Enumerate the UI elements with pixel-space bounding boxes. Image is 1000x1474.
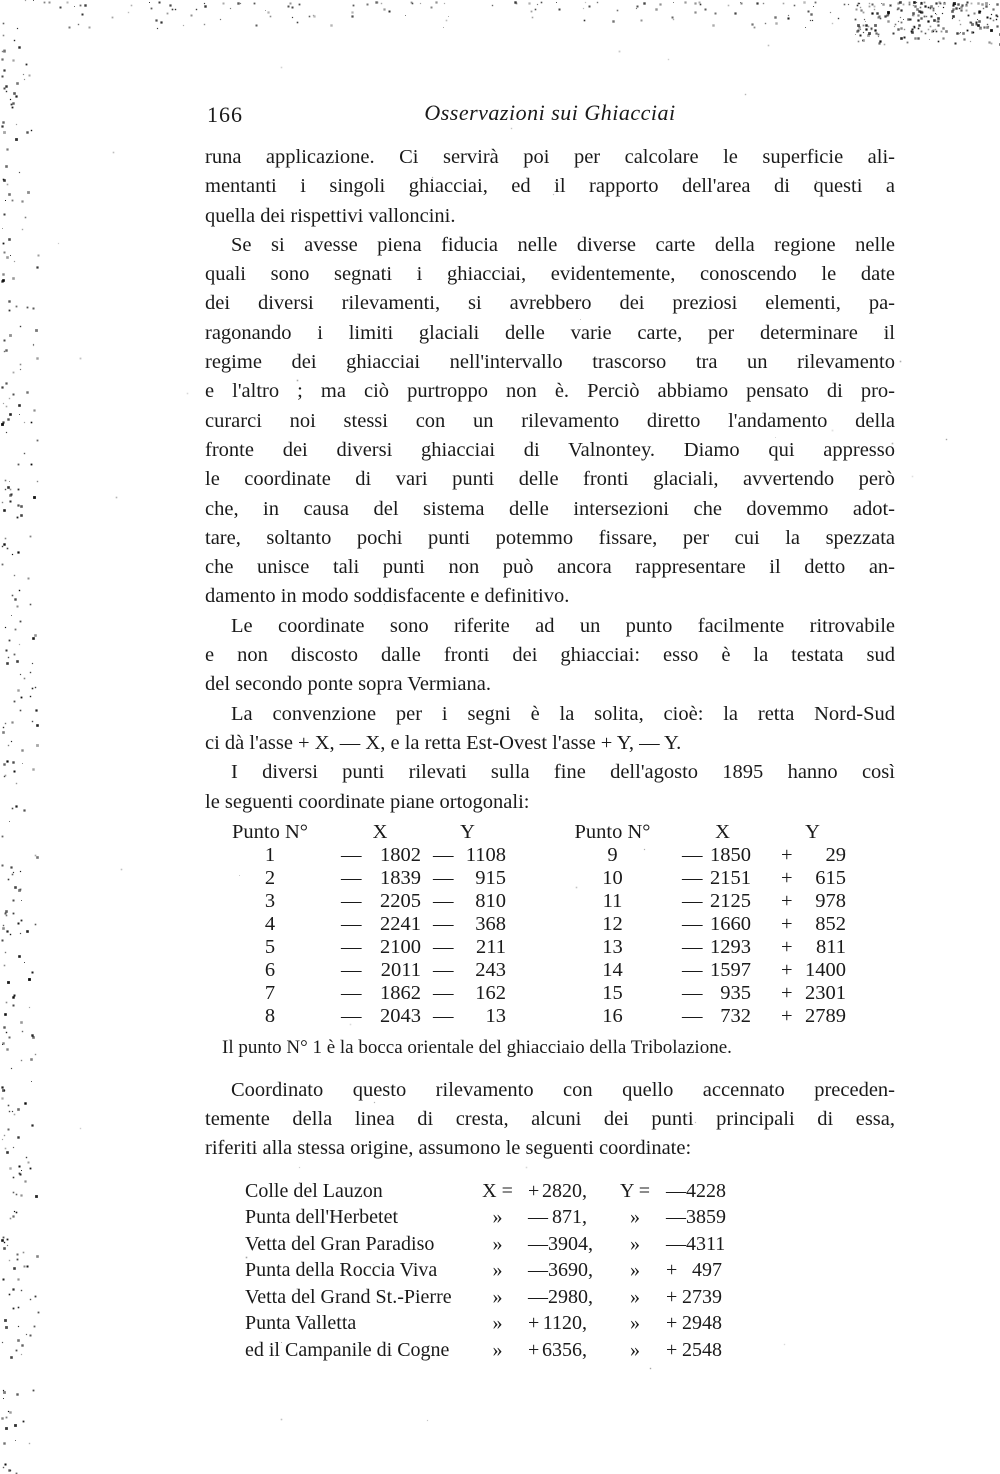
value: 4311 xyxy=(686,1232,726,1255)
value: 2739 xyxy=(682,1285,722,1308)
text-line: fronte dei diversi ghiacciai di Valnontey. Diamo qui appresso xyxy=(205,438,895,461)
y-label: » xyxy=(630,1232,640,1255)
sign: — xyxy=(682,1004,703,1027)
running-title: Osservazioni sui Ghiacciai xyxy=(424,100,676,125)
cell-x xyxy=(680,867,765,890)
table-row xyxy=(245,1257,895,1284)
coordinates-table xyxy=(205,821,895,1028)
cell-y xyxy=(660,1310,725,1337)
text-line: curarci noi stessi con un rilevamento diretto l'andamento della xyxy=(205,409,895,432)
peak-name: Vetta del Grand St.-Pierre xyxy=(245,1285,452,1308)
column-gap xyxy=(765,959,775,982)
column-gap xyxy=(510,982,545,1005)
value: 162 xyxy=(475,981,506,1004)
text-line: I diversi punti rilevati sulla fine dell'agosto 1895 hanno così xyxy=(231,761,895,784)
sign: + xyxy=(666,1312,678,1335)
y-label: » xyxy=(630,1285,640,1308)
table-row xyxy=(205,959,895,982)
sign: — xyxy=(682,889,703,912)
table-row xyxy=(245,1204,895,1231)
value: 852 xyxy=(815,912,846,935)
sign: — xyxy=(682,935,703,958)
value: 1862 xyxy=(380,981,421,1004)
sign: + xyxy=(781,935,793,958)
value: 1120, xyxy=(542,1312,587,1335)
sign: — xyxy=(433,958,454,981)
text-line: mentanti i singoli ghiacciai, ed il rapporto dell'area di questi a xyxy=(205,175,895,198)
peaks-coordinates-table xyxy=(245,1178,895,1364)
cell-punto: 14 xyxy=(602,958,623,981)
cell-y xyxy=(775,844,850,867)
text-line: e l'altro ; ma ciò purtroppo non è. Perciò abbiamo pensato di pro- xyxy=(205,380,895,403)
cell-y xyxy=(425,867,510,890)
column-gap xyxy=(590,1257,610,1284)
value: 732 xyxy=(720,1004,751,1027)
sign: — xyxy=(341,843,362,866)
cell-y xyxy=(425,890,510,913)
text-line: quali sono segnati i ghiacciai, evidentemente, conoscendo le date xyxy=(205,263,895,286)
column-gap xyxy=(510,890,545,913)
value: 2125 xyxy=(710,889,751,912)
cell-punto: 16 xyxy=(602,1004,623,1027)
column-gap xyxy=(510,821,545,844)
value: 2820, xyxy=(542,1179,587,1202)
body-text-continued xyxy=(205,1076,895,1164)
cell-x xyxy=(680,1005,765,1028)
table-row xyxy=(245,1178,895,1205)
sign: — xyxy=(666,1206,686,1229)
y-label: » xyxy=(630,1259,640,1282)
value: 3690, xyxy=(548,1259,593,1282)
cell-x xyxy=(680,844,765,867)
cell-x xyxy=(520,1310,590,1337)
sign: + xyxy=(781,1004,793,1027)
value: 2980, xyxy=(548,1285,593,1308)
page-number: 166 xyxy=(207,102,243,127)
table-row xyxy=(205,844,895,867)
cell-y xyxy=(425,982,510,1005)
table-row xyxy=(245,1337,895,1364)
page-content xyxy=(205,100,895,1363)
column-gap xyxy=(590,1337,610,1364)
value: 211 xyxy=(476,935,506,958)
value: 2789 xyxy=(805,1004,846,1027)
sign: — xyxy=(433,1004,454,1027)
text-line: riferiti alla stessa origine, assumono le seguenti coordinate: xyxy=(205,1137,692,1160)
x-label: X = xyxy=(482,1179,513,1202)
cell-punto: 10 xyxy=(602,866,623,889)
cell-y xyxy=(775,936,850,959)
text-line: che unisce tali punti non può ancora rappresentare il detto an- xyxy=(205,556,895,579)
text-line: del secondo ponte sopra Vermiana. xyxy=(205,673,491,696)
table-row xyxy=(205,1005,895,1028)
value: 935 xyxy=(720,981,751,1004)
value: 6356, xyxy=(542,1338,587,1361)
column-gap xyxy=(765,982,775,1005)
cell-x xyxy=(680,959,765,982)
cell-y xyxy=(660,1178,725,1205)
column-gap xyxy=(590,1204,610,1231)
cell-punto: 11 xyxy=(602,889,623,912)
column-gap xyxy=(765,1005,775,1028)
sign: — xyxy=(341,981,362,1004)
x-label: » xyxy=(492,1338,503,1361)
peak-name: Colle del Lauzon xyxy=(245,1179,383,1202)
column-gap xyxy=(510,936,545,959)
cell-x xyxy=(335,890,425,913)
sign: — xyxy=(528,1206,548,1229)
cell-punto: 7 xyxy=(264,981,276,1004)
table-row xyxy=(245,1231,895,1258)
sign: — xyxy=(433,889,454,912)
table-note: Il punto N° 1 è la bocca orientale del ghiacciaio della Tribolazione. xyxy=(222,1036,732,1058)
value: 915 xyxy=(475,866,506,889)
table-row xyxy=(205,890,895,913)
value: 243 xyxy=(475,958,506,981)
sign: — xyxy=(433,935,454,958)
text-line: La convenzione per i segni è la solita, cioè: la retta Nord-Sud xyxy=(231,702,895,725)
cell-x xyxy=(335,913,425,936)
cell-y xyxy=(775,913,850,936)
column-header-x-right: X xyxy=(715,820,730,843)
cell-punto: 15 xyxy=(602,981,623,1004)
sign: + xyxy=(528,1338,540,1361)
peak-name: ed il Campanile di Cogne xyxy=(245,1338,450,1361)
value: 497 xyxy=(692,1259,722,1282)
peak-name: Punta dell'Herbetet xyxy=(245,1206,398,1229)
table-row xyxy=(245,1310,895,1337)
cell-x xyxy=(520,1284,593,1311)
value: 615 xyxy=(815,866,846,889)
sign: — xyxy=(682,866,703,889)
sign: — xyxy=(528,1232,548,1255)
cell-punto: 8 xyxy=(264,1004,276,1027)
text-line: le seguenti coordinate piane ortogonali: xyxy=(205,790,530,813)
table-header-row xyxy=(205,821,895,844)
scan-noise-scatter xyxy=(0,0,1,1)
value: 1660 xyxy=(710,912,751,935)
cell-y xyxy=(425,959,510,982)
column-gap xyxy=(590,1178,610,1205)
column-gap xyxy=(765,913,775,936)
sign: + xyxy=(666,1259,678,1282)
column-gap xyxy=(510,844,545,867)
sign: — xyxy=(341,1004,362,1027)
x-label: » xyxy=(492,1232,503,1255)
value: 3859 xyxy=(686,1206,726,1229)
table-row xyxy=(205,867,895,890)
column-gap xyxy=(765,821,775,844)
value: 29 xyxy=(825,843,846,866)
table-row xyxy=(245,1284,895,1311)
cell-x xyxy=(335,959,425,982)
cell-x xyxy=(680,913,765,936)
cell-punto: 13 xyxy=(602,935,623,958)
page-header xyxy=(205,100,895,130)
cell-punto: 9 xyxy=(607,843,618,866)
cell-x xyxy=(520,1231,593,1258)
cell-punto: 6 xyxy=(264,958,276,981)
sign: — xyxy=(666,1232,686,1255)
y-label: » xyxy=(630,1338,640,1361)
value: 2548 xyxy=(682,1338,722,1361)
cell-x xyxy=(680,890,765,913)
y-label: » xyxy=(630,1312,640,1335)
value: 2301 xyxy=(805,981,846,1004)
cell-y xyxy=(425,936,510,959)
sign: + xyxy=(781,912,793,935)
sign: + xyxy=(781,958,793,981)
sign: — xyxy=(433,843,454,866)
value: 13 xyxy=(485,1004,506,1027)
text-line: Se si avesse piena fiducia nelle diverse carte della regione nelle xyxy=(231,233,895,256)
value: 1850 xyxy=(710,843,751,866)
sign: — xyxy=(433,981,454,1004)
x-label: » xyxy=(492,1312,503,1335)
x-label: » xyxy=(492,1259,503,1282)
sign: + xyxy=(781,981,793,1004)
value: 2043 xyxy=(380,1004,421,1027)
value: 2151 xyxy=(710,866,751,889)
column-gap xyxy=(765,890,775,913)
value: 1293 xyxy=(710,935,751,958)
peak-name: Vetta del Gran Paradiso xyxy=(245,1232,435,1255)
cell-y xyxy=(660,1204,725,1231)
cell-punto: 3 xyxy=(264,889,276,912)
sign: — xyxy=(341,866,362,889)
value: 1802 xyxy=(380,843,421,866)
cell-y xyxy=(775,982,850,1005)
value: 811 xyxy=(816,935,846,958)
value: 1400 xyxy=(805,958,846,981)
cell-y xyxy=(660,1257,725,1284)
x-label: » xyxy=(492,1285,503,1308)
column-header-y-left: Y xyxy=(460,820,475,843)
column-header-punto-left: Punto N° xyxy=(232,820,308,843)
value: 368 xyxy=(475,912,506,935)
cell-x xyxy=(520,1257,593,1284)
y-label: Y = xyxy=(620,1179,650,1202)
peak-name: Punta della Roccia Viva xyxy=(245,1259,438,1282)
sign: + xyxy=(781,843,793,866)
cell-y xyxy=(775,1005,850,1028)
cell-y xyxy=(775,867,850,890)
column-header-punto-right: Punto N° xyxy=(574,820,651,843)
text-line: quella dei rispettivi valloncini. xyxy=(205,204,456,227)
value: 810 xyxy=(475,889,506,912)
value: 3904, xyxy=(548,1232,593,1255)
cell-punto: 2 xyxy=(264,866,276,889)
text-line: tare, soltanto pochi punti potemmo fissare, per cui la spezzata xyxy=(205,526,895,549)
value: 1597 xyxy=(710,958,751,981)
column-header-y-right: Y xyxy=(805,820,820,843)
sign: + xyxy=(666,1285,678,1308)
cell-x xyxy=(520,1178,590,1205)
text-line: e non discosto dalle fronti dei ghiacciai: esso è la testata sud xyxy=(205,644,895,667)
cell-y xyxy=(425,1005,510,1028)
column-gap xyxy=(765,936,775,959)
text-line: ragonando i limiti glaciali delle varie carte, per determinare il xyxy=(205,321,895,344)
column-gap xyxy=(765,844,775,867)
value: 2241 xyxy=(380,912,421,935)
cell-x xyxy=(335,867,425,890)
sign: + xyxy=(528,1312,540,1335)
column-gap xyxy=(510,1005,545,1028)
column-gap xyxy=(510,867,545,890)
sign: — xyxy=(341,935,362,958)
value: 4228 xyxy=(686,1179,726,1202)
value: 2011 xyxy=(380,958,421,981)
cell-y xyxy=(775,959,850,982)
cell-y xyxy=(425,844,510,867)
cell-x xyxy=(520,1337,590,1364)
cell-x xyxy=(335,1005,425,1028)
sign: — xyxy=(433,912,454,935)
column-gap xyxy=(590,1310,610,1337)
scan-noise-top-band xyxy=(0,0,1,1)
table-row xyxy=(205,982,895,1005)
text-line: le coordinate di vari punti delle fronti glaciali, avvertendo però xyxy=(205,468,895,491)
column-gap xyxy=(590,1284,610,1311)
peak-name: Punta Valletta xyxy=(245,1312,357,1335)
text-line: ci dà l'asse + X, — X, e la retta Est-Ovest l'asse + Y, — Y. xyxy=(205,731,682,754)
column-gap xyxy=(510,913,545,936)
text-line: regime dei ghiacciai nell'intervallo trascorso tra un rilevamento xyxy=(205,351,895,374)
sign: — xyxy=(682,958,703,981)
value: 871, xyxy=(552,1206,587,1229)
value: 2205 xyxy=(380,889,421,912)
sign: + xyxy=(528,1179,540,1202)
cell-x xyxy=(335,936,425,959)
sign: — xyxy=(666,1179,686,1202)
cell-x xyxy=(335,844,425,867)
text-line: temente della linea di cresta, alcuni dei punti principali di essa, xyxy=(205,1108,895,1131)
sign: — xyxy=(341,912,362,935)
sign: + xyxy=(781,889,793,912)
column-gap xyxy=(590,1231,610,1258)
sign: — xyxy=(528,1259,548,1282)
table-row xyxy=(205,913,895,936)
value: 2100 xyxy=(380,935,421,958)
value: 2948 xyxy=(682,1312,722,1335)
cell-y xyxy=(660,1337,725,1364)
sign: — xyxy=(433,866,454,889)
text-line: damento in modo soddisfacente e definitivo. xyxy=(205,585,570,608)
column-header-x-left: X xyxy=(372,820,388,843)
text-line: Le coordinate sono riferite ad un punto facilmente ritrovabile xyxy=(231,614,895,637)
sign: — xyxy=(528,1285,548,1308)
cell-x xyxy=(680,982,765,1005)
sign: — xyxy=(682,981,703,1004)
x-label: » xyxy=(492,1206,503,1229)
cell-x xyxy=(520,1204,590,1231)
value: 1839 xyxy=(380,866,421,889)
sign: — xyxy=(682,843,703,866)
cell-y xyxy=(775,890,850,913)
sign: — xyxy=(682,912,703,935)
body-text xyxy=(205,143,895,817)
cell-punto: 1 xyxy=(264,843,276,866)
scan-noise-left-edge xyxy=(0,0,1,1)
sign: — xyxy=(341,889,362,912)
text-line: dei diversi rilevamenti, si avrebbero dei preziosi elementi, pa- xyxy=(205,292,895,315)
table-row xyxy=(205,936,895,959)
cell-y xyxy=(660,1231,725,1258)
text-line: che, in causa del sistema delle intersezioni che dovemmo adot- xyxy=(205,497,895,520)
text-line: Coordinato questo rilevamento con quello accennato preceden- xyxy=(231,1078,895,1101)
cell-punto: 4 xyxy=(264,912,276,935)
column-gap xyxy=(510,959,545,982)
column-gap xyxy=(765,867,775,890)
cell-punto: 5 xyxy=(264,935,276,958)
cell-punto: 12 xyxy=(602,912,623,935)
text-line: runa applicazione. Ci servirà poi per calcolare le superficie ali- xyxy=(205,146,895,168)
value: 978 xyxy=(815,889,846,912)
scan-noise-top-right-cluster xyxy=(0,0,1,1)
y-label: » xyxy=(630,1206,640,1229)
sign: + xyxy=(781,866,793,889)
cell-y xyxy=(425,913,510,936)
cell-y xyxy=(660,1284,725,1311)
cell-x xyxy=(680,936,765,959)
sign: + xyxy=(666,1338,678,1361)
sign: — xyxy=(341,958,362,981)
cell-x xyxy=(335,982,425,1005)
value: 1108 xyxy=(465,843,506,866)
